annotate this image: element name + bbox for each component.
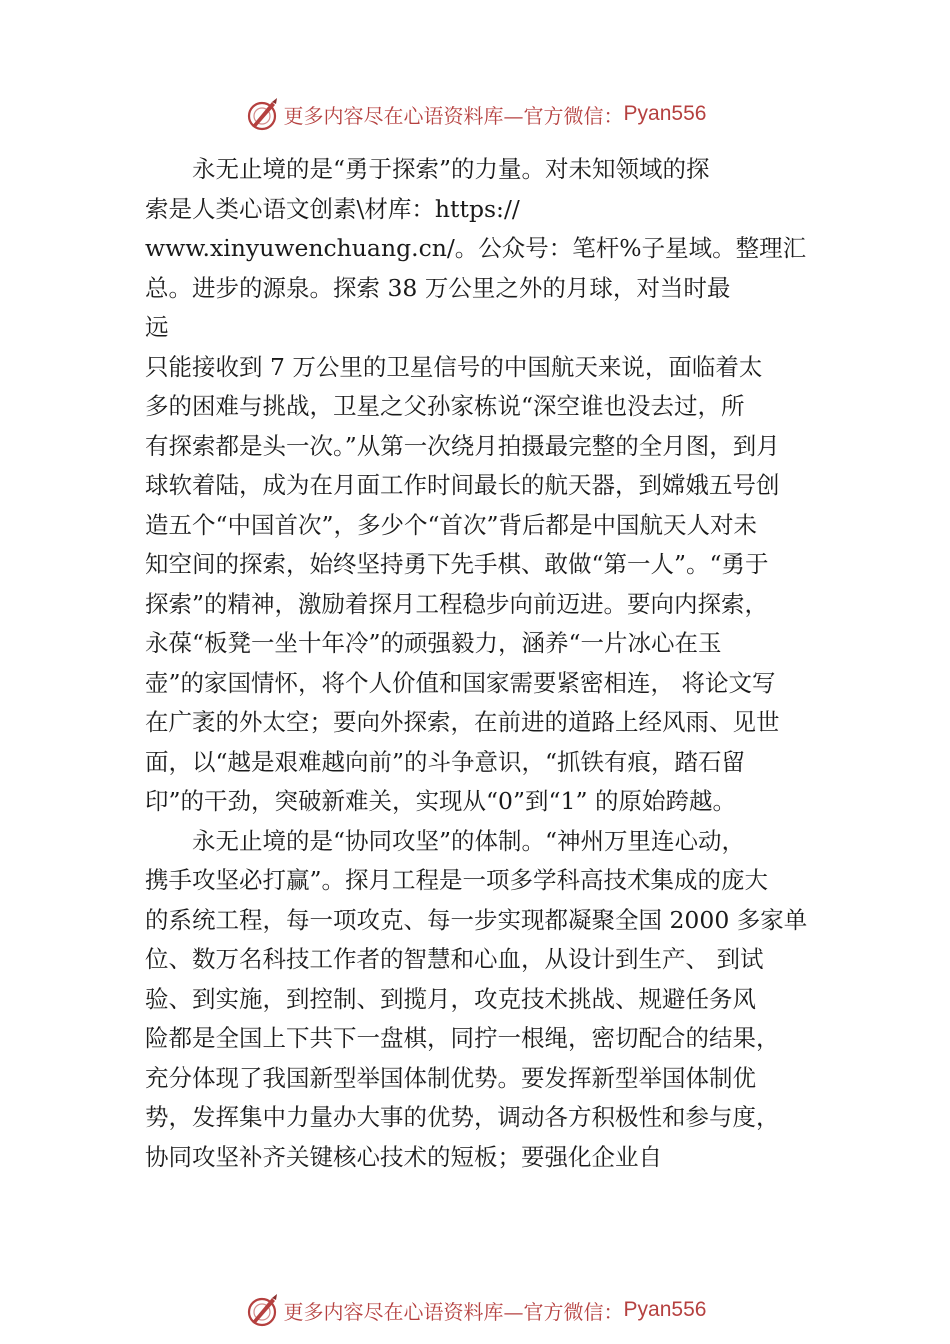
text-line: 势，发挥集中力量办大事的优势，调动各方积极性和参与度，: [145, 1103, 780, 1131]
quill-pen-logo-icon: [244, 96, 280, 132]
text-line: 永无止境的是“勇于探索”的力量。对未知领域的探: [192, 155, 710, 183]
header-wechat-id: Pyan556: [623, 102, 707, 125]
text-line: 印”的干劲，突破新难关，实现从“0”到“1” 的原始跨越。: [145, 787, 736, 815]
text-line: www.xinyuwenchuang.cn/。公众号：笔杆%子星域。整理汇: [145, 234, 807, 262]
document-body: [145, 150, 825, 1177]
text-line: 永无止境的是“协同攻坚”的体制。“神州万里连心动，: [192, 826, 746, 855]
text-line: 面，以“越是艰难越向前”的斗争意识，“抓铁有痕，踏石留: [145, 747, 746, 776]
text-line: 知空间的探索，始终坚持勇下先手棋、敢做“第一人”。“勇于: [145, 550, 769, 578]
header-banner-text: 更多内容尽在心语资料库—官方微信：: [283, 103, 624, 128]
footer-wechat-id: Pyan556: [623, 1298, 707, 1321]
text-line: 总。进步的源泉。探索 38 万公里之外的月球，对当时最: [145, 273, 731, 302]
text-line: 多的困难与挑战，卫星之父孙家栋说“深空谁也没去过，所: [145, 392, 745, 420]
text-line: 在广袤的外太空；要向外探索，在前进的道路上经风雨、见世: [145, 708, 780, 736]
text-line: 有探索都是头一次。”从第一次绕月拍摄最完整的全月图，到月: [145, 431, 780, 460]
text-line: 协同攻坚补齐关键核心技术的短板；要强化企业自: [145, 1142, 662, 1171]
text-line: 只能接收到 7 万公里的卫星信号的中国航天来说，面临着太: [145, 352, 763, 381]
footer-banner-text: 更多内容尽在心语资料库—官方微信：: [283, 1299, 624, 1324]
text-line: 永葆“板凳一坐十年冷”的顽强毅力，涵养“一片冰心在玉: [145, 629, 722, 657]
text-line: 位、数万名科技工作者的智慧和心血，从设计到生产、 到试: [145, 945, 764, 973]
text-line: 携手攻坚必打赢”。探月工程是一项多学科高技术集成的庞大: [145, 866, 769, 894]
text-line: 充分体现了我国新型举国体制优势。要发挥新型举国体制优: [145, 1063, 756, 1092]
quill-pen-logo-icon: [244, 1292, 280, 1328]
text-line: 壶”的家国情怀，将个人价值和国家需要紧密相连， 将论文写: [145, 668, 776, 697]
text-line: 索是人类心语文创素\材库：https://: [145, 194, 520, 223]
text-line: 探索”的精神，激励着探月工程稳步向前迈进。要向内探索，: [145, 589, 769, 618]
text-line: 险都是全国上下共下一盘棋，同拧一根绳，密切配合的结果，: [145, 1024, 780, 1052]
footer-banner: [0, 1290, 950, 1330]
text-line: 远: [145, 313, 169, 341]
text-line: 验、到实施，到控制、到揽月，攻克技术挑战、规避任务风: [145, 984, 756, 1013]
text-line: 球软着陆，成为在月面工作时间最长的航天器，到嫦娥五号创: [145, 471, 780, 499]
text-line: 造五个“中国首次”，多少个“首次”背后都是中国航天人对未: [145, 510, 758, 539]
header-banner: [0, 94, 950, 134]
text-line: 的系统工程，每一项攻克、每一步实现都凝聚全国 2000 多家单: [145, 905, 808, 934]
